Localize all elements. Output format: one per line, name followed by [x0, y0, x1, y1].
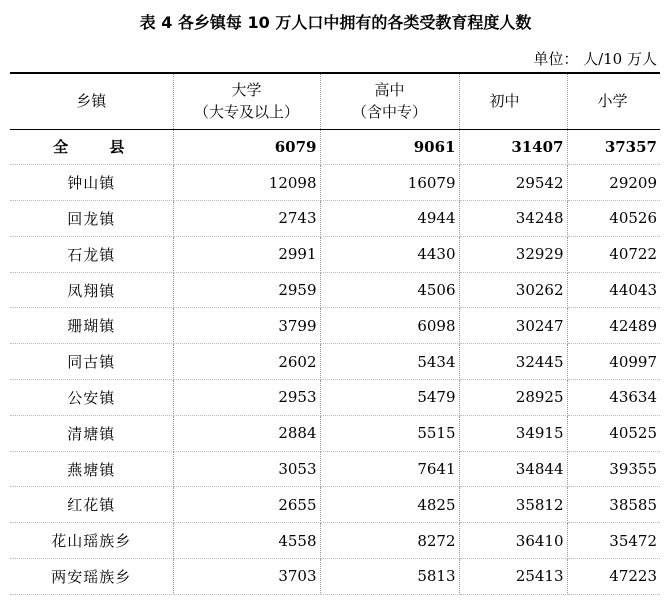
highschool-cell: 4506	[320, 272, 459, 308]
header-highschool	[320, 73, 459, 129]
highschool-cell: 4430	[320, 236, 459, 272]
header-elementary: 小学	[567, 73, 660, 129]
junior-cell: 34844	[459, 451, 567, 487]
junior-cell: 36410	[459, 523, 567, 559]
table-row	[10, 487, 660, 523]
highschool-cell: 8272	[320, 523, 459, 559]
elementary-cell: 44043	[567, 272, 660, 308]
university-cell: 2959	[173, 272, 320, 308]
highschool-cell: 5434	[320, 344, 459, 380]
junior-cell: 30247	[459, 308, 567, 344]
town-cell: 回龙镇	[10, 201, 173, 237]
highschool-cell: 5515	[320, 415, 459, 451]
university-cell: 2884	[173, 415, 320, 451]
university-cell: 3053	[173, 451, 320, 487]
elementary-cell: 40997	[567, 344, 660, 380]
junior-cell: 28925	[459, 380, 567, 416]
header-highschool-line2: （含中专）	[351, 103, 427, 122]
junior-cell: 31407	[459, 129, 567, 165]
table-header	[10, 73, 660, 129]
table-row	[10, 451, 660, 487]
university-cell: 12098	[173, 165, 320, 201]
town-cell: 全 县	[10, 129, 173, 165]
junior-cell: 32445	[459, 344, 567, 380]
town-cell: 花山瑶族乡	[10, 523, 173, 559]
table-row	[10, 523, 660, 559]
table-row	[10, 308, 660, 344]
town-cell: 珊瑚镇	[10, 308, 173, 344]
highschool-cell: 9061	[320, 129, 459, 165]
university-cell: 2655	[173, 487, 320, 523]
table-row	[10, 201, 660, 237]
town-cell: 两安瑶族乡	[10, 559, 173, 595]
town-cell: 钟山镇	[10, 165, 173, 201]
table-row	[10, 236, 660, 272]
highschool-cell: 4944	[320, 201, 459, 237]
university-cell: 3703	[173, 559, 320, 595]
highschool-cell: 6098	[320, 308, 459, 344]
table-title: 表 4 各乡镇每 10 万人口中拥有的各类受教育程度人数	[139, 13, 532, 32]
junior-cell: 29542	[459, 165, 567, 201]
highschool-cell: 16079	[320, 165, 459, 201]
university-cell: 2991	[173, 236, 320, 272]
education-table	[10, 72, 660, 595]
junior-cell: 30262	[459, 272, 567, 308]
university-cell: 6079	[173, 129, 320, 165]
highschool-cell: 5813	[320, 559, 459, 595]
university-cell: 2953	[173, 380, 320, 416]
header-university	[173, 73, 320, 129]
highschool-cell: 4825	[320, 487, 459, 523]
header-highschool-line1: 高中	[374, 81, 405, 100]
header-town: 乡镇	[10, 73, 173, 129]
table-row	[10, 272, 660, 308]
elementary-cell: 39355	[567, 451, 660, 487]
elementary-cell: 40525	[567, 415, 660, 451]
elementary-cell: 37357	[567, 129, 660, 165]
elementary-cell: 35472	[567, 523, 660, 559]
table-row	[10, 380, 660, 416]
header-junior: 初中	[459, 73, 567, 129]
junior-cell: 35812	[459, 487, 567, 523]
junior-cell: 32929	[459, 236, 567, 272]
elementary-cell: 38585	[567, 487, 660, 523]
table-row-total	[10, 129, 660, 165]
elementary-cell: 40722	[567, 236, 660, 272]
elementary-cell: 42489	[567, 308, 660, 344]
elementary-cell: 40526	[567, 201, 660, 237]
town-cell: 同古镇	[10, 344, 173, 380]
university-cell: 2602	[173, 344, 320, 380]
town-cell: 燕塘镇	[10, 451, 173, 487]
header-university-line1: 大学	[231, 81, 262, 100]
town-cell: 凤翔镇	[10, 272, 173, 308]
table-row	[10, 559, 660, 595]
table-row	[10, 165, 660, 201]
elementary-cell: 29209	[567, 165, 660, 201]
unit-label: 单位： 人/10 万人	[533, 50, 657, 68]
university-cell: 2743	[173, 201, 320, 237]
junior-cell: 34248	[459, 201, 567, 237]
elementary-cell: 43634	[567, 380, 660, 416]
highschool-cell: 5479	[320, 380, 459, 416]
header-university-line2: （大专及以上）	[193, 103, 299, 122]
table-row	[10, 415, 660, 451]
junior-cell: 34915	[459, 415, 567, 451]
town-cell: 红花镇	[10, 487, 173, 523]
highschool-cell: 7641	[320, 451, 459, 487]
town-cell: 清塘镇	[10, 415, 173, 451]
elementary-cell: 47223	[567, 559, 660, 595]
university-cell: 3799	[173, 308, 320, 344]
table-body	[10, 129, 660, 594]
table-row	[10, 344, 660, 380]
junior-cell: 25413	[459, 559, 567, 595]
town-cell: 公安镇	[10, 380, 173, 416]
town-cell: 石龙镇	[10, 236, 173, 272]
university-cell: 4558	[173, 523, 320, 559]
